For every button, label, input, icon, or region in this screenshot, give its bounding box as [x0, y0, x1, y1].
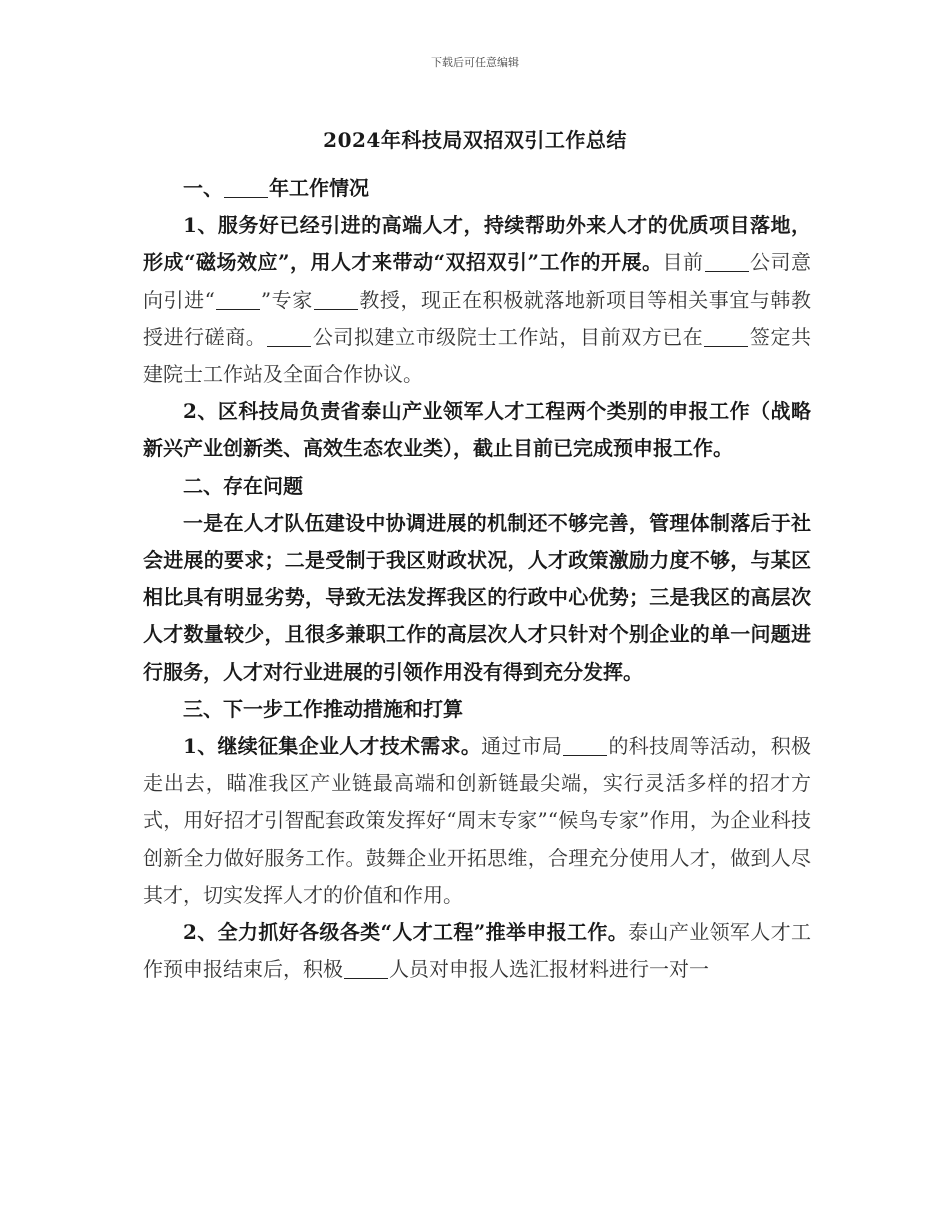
section1-item1 [143, 207, 811, 393]
section1-item1-text-f: 签定共建院士工作站及全面合作协议。 [143, 324, 812, 387]
section3-item1-lead: 1、继续征集企业人才技术需求。 [183, 734, 482, 759]
section1-heading [143, 170, 811, 207]
section3-item2-lead: 2、全力抓好各级各类“人才工程”推举申报工作。 [183, 920, 629, 945]
section2-body: 一是在人才队伍建设中协调进展的机制还不够完善，管理体制落后于社会进展的要求；二是受制于我区财政状况，人才政策激励力度不够，与某区相比具有明显劣势，导致无法发挥我区的行政中心优势；三是我区的高层次人才数量较少，且很多兼职工作的高层次人才只针对个别企业的单一问题进行服务，人才对行业进展的引领作用没有得到充分发挥。 [143, 510, 811, 684]
section1-heading-suffix: 年工作情况 [269, 176, 369, 200]
blank-field [563, 735, 607, 756]
blank-field [224, 177, 268, 198]
section1-item1-text-a: 目前 [662, 250, 704, 275]
blank-field [705, 251, 749, 272]
blank-field [216, 289, 260, 310]
section1-heading-prefix: 一、 [183, 176, 223, 200]
section3-item2 [143, 914, 811, 988]
section1-item1-text-d: 教授，现正在积极就落地新项目等相关事宜与韩教授进行磋商。 [143, 287, 811, 349]
section3-item1-text-a: 通过市局 [481, 734, 563, 759]
blank-field [267, 326, 311, 347]
document-body [143, 170, 811, 988]
section3-item2-text-a: 泰山产业领军人才工作预申报结束后，积极 [143, 920, 811, 982]
section1-item1-lead: 1、服务好已经引进的高端人才，持续帮助外来人才的优质项目落地，形成“磁场效应”，用人才来带动“双招双引”工作的开展。 [143, 213, 811, 275]
section1-item1-text-e: 公司拟建立市级院士工作站，目前双方已在 [312, 324, 704, 349]
header-note: 下载后可任意编辑 [431, 56, 519, 69]
section1-item1-text-c: ”专家 [260, 287, 313, 312]
blank-field [704, 326, 748, 347]
blank-field [314, 289, 358, 310]
section3-item2-text-b: 人员对申报人选汇报材料进行一对一 [389, 957, 709, 982]
blank-field [344, 958, 388, 979]
section1-item1-text-b: 公司意向引进“ [143, 250, 812, 312]
section3-item1-text-b: 的科技周等活动，积极走出去，瞄准我区产业链最高端和创新链最尖端，实行灵活多样的招才方式，用好招才引智配套政策发挥好“周末专家”“候鸟专家”作用，为企业科技创新全力做好服务工作。鼓舞企业开拓思维，合理充分使用人才，做到人尽其才，切实发挥人才的价值和作用。 [143, 734, 812, 907]
section1-item2: 2、区科技局负责省泰山产业领军人才工程两个类别的申报工作（战略新兴产业创新类、高效生态农业类），截止目前已完成预申报工作。 [143, 399, 811, 461]
document-title: 2024年科技局双招双引工作总结 [323, 128, 627, 152]
section2-heading: 二、存在问题 [183, 473, 303, 498]
section3-heading: 三、下一步工作推动措施和打算 [183, 696, 463, 721]
section3-item1 [143, 728, 811, 914]
